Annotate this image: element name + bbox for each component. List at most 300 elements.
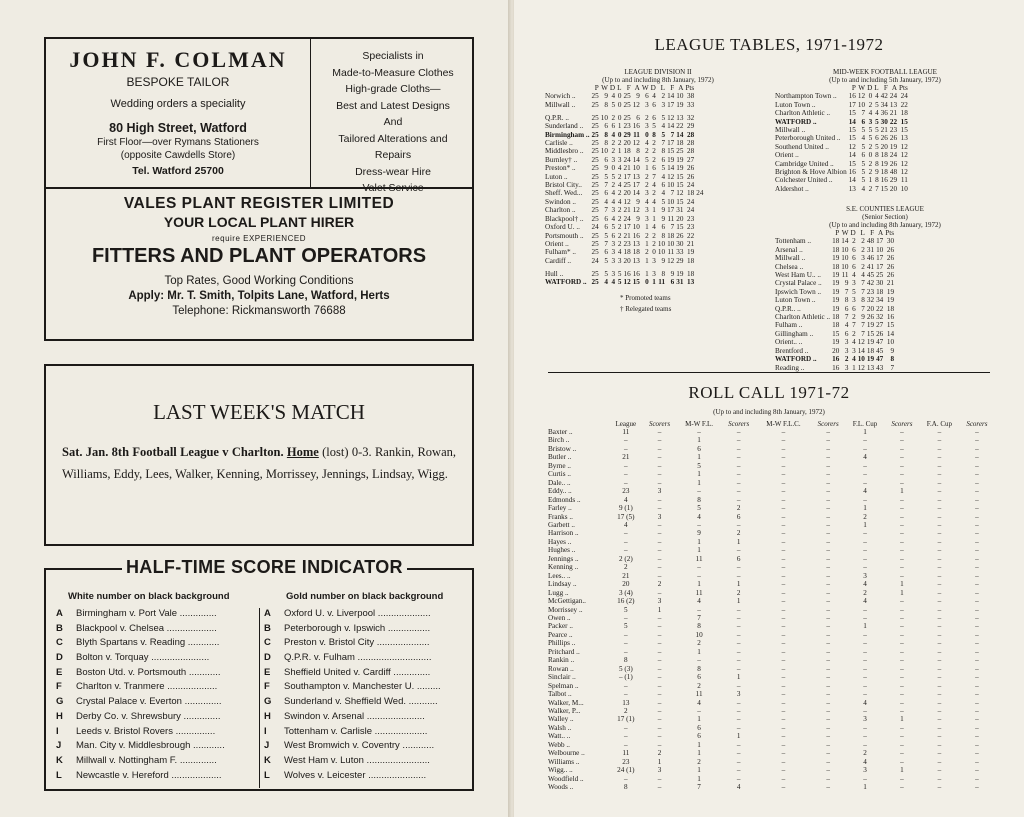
table-header-cell: W bbox=[601, 84, 608, 92]
table-cell: 15 bbox=[848, 134, 856, 143]
halftime-row bbox=[264, 696, 472, 711]
table-cell: 4 bbox=[611, 130, 616, 139]
table-cell: 4 bbox=[604, 197, 608, 206]
roll-call-row bbox=[548, 682, 994, 690]
table-cell: 42 bbox=[880, 92, 888, 101]
midweek-sub: (Up to and including 5th January, 1972) bbox=[829, 76, 941, 84]
table-cell: 6 bbox=[604, 248, 608, 257]
roll-call-cell: – bbox=[697, 605, 701, 614]
roll-call-cell: – bbox=[975, 571, 979, 580]
roll-call-cell: 1 bbox=[697, 478, 701, 487]
roll-call-cell: – bbox=[657, 656, 662, 665]
roll-call-cell: – bbox=[736, 461, 741, 470]
table-cell: 4 bbox=[861, 271, 865, 280]
roll-call-title: ROLL CALL 1971-72 bbox=[688, 383, 850, 402]
roll-call-row bbox=[548, 648, 994, 656]
roll-call-cell: – bbox=[863, 436, 867, 445]
table-cell: 32 bbox=[687, 113, 695, 122]
roll-call-cell: – bbox=[863, 537, 867, 546]
roll-call-row bbox=[548, 766, 994, 774]
table-cell: 2 bbox=[852, 237, 856, 246]
table-cell: 9 bbox=[661, 214, 666, 223]
table-cell: 10 bbox=[632, 164, 640, 173]
roll-call-cell: – bbox=[781, 428, 786, 436]
roll-call-cell: – bbox=[826, 740, 830, 749]
roll-call-cell: – bbox=[781, 580, 786, 589]
roll-call-cell: 4 bbox=[863, 597, 867, 606]
table-cell: 10 bbox=[900, 184, 908, 193]
roll-call-cell: – bbox=[781, 478, 786, 487]
roll-call-cell: – bbox=[975, 639, 979, 648]
table-cell: 21 bbox=[623, 231, 631, 240]
table-header-cell: F bbox=[670, 84, 675, 92]
roll-call-cell: – bbox=[826, 487, 830, 496]
table-cell: 13 bbox=[632, 256, 640, 265]
table-cell: Sunderland .. bbox=[545, 122, 584, 131]
roll-call-cell: – bbox=[826, 436, 830, 445]
roll-call-cell: – bbox=[826, 478, 830, 487]
table-cell: 20 bbox=[866, 304, 875, 313]
roll-call-cell: – bbox=[657, 681, 662, 690]
roll-call-cell: – bbox=[826, 537, 830, 546]
table-cell: 16 bbox=[632, 122, 640, 131]
roll-call-cell: – bbox=[900, 639, 904, 648]
table-row bbox=[544, 189, 704, 197]
roll-call-cell: 5 bbox=[624, 605, 628, 614]
roll-call-cell: – bbox=[781, 613, 786, 622]
roll-call-cell: – bbox=[826, 723, 830, 732]
roll-call-cell: – bbox=[657, 453, 662, 462]
halftime-letter: J bbox=[264, 740, 270, 752]
roll-call-cell: – bbox=[624, 444, 628, 453]
halftime-letter: L bbox=[56, 769, 62, 781]
table-cell: 6 bbox=[604, 214, 608, 223]
roll-call-cell: – bbox=[736, 428, 741, 436]
table-cell: Reading .. bbox=[775, 363, 805, 372]
table-cell: 20 bbox=[832, 346, 840, 355]
table-cell: 9 bbox=[670, 269, 675, 278]
halftime-match: Swindon v. Arsenal ...................... bbox=[284, 710, 425, 722]
table-cell: 26 bbox=[886, 245, 895, 254]
roll-call-cell: – bbox=[937, 546, 942, 555]
colman-tel: Tel. Watford 25700 bbox=[132, 165, 224, 177]
table-row bbox=[544, 147, 704, 155]
roll-call-cell: – bbox=[826, 512, 830, 521]
roll-call-cell: Kenning .. bbox=[548, 563, 579, 572]
table-cell: 34 bbox=[880, 100, 888, 109]
halftime-row bbox=[264, 711, 472, 726]
table-header-cell: F bbox=[870, 229, 875, 237]
table-cell: 26 bbox=[866, 313, 875, 322]
table-cell: 19 bbox=[832, 254, 840, 263]
last-week-result: (lost) 0-3. bbox=[322, 445, 372, 459]
roll-call-cell: – bbox=[975, 605, 979, 614]
roll-call-cell: – bbox=[781, 690, 786, 699]
table-cell: 4 bbox=[661, 172, 666, 181]
table-cell: 23 bbox=[866, 287, 875, 296]
table-cell: 23 bbox=[687, 214, 695, 223]
table-cell: 25 bbox=[591, 206, 599, 215]
roll-call-cell: – bbox=[657, 690, 662, 699]
table-cell: 2 bbox=[844, 355, 849, 364]
roll-call-row bbox=[548, 783, 994, 791]
table-cell: 14 bbox=[667, 122, 675, 131]
roll-call-row bbox=[548, 462, 994, 470]
roll-call-cell: – bbox=[781, 639, 786, 648]
table-cell: 3 bbox=[617, 155, 622, 164]
roll-call-cell: – bbox=[975, 613, 979, 622]
table-cell: 6 bbox=[861, 151, 866, 160]
table-cell: 13 bbox=[848, 184, 856, 193]
left-page bbox=[0, 0, 510, 817]
roll-call-cell: – bbox=[900, 698, 904, 707]
halftime-letter: A bbox=[56, 608, 63, 619]
halftime-row bbox=[56, 623, 256, 638]
table-cell: 12 bbox=[900, 151, 908, 160]
roll-call-cell: – bbox=[624, 461, 628, 470]
roll-call-cell: – bbox=[937, 470, 942, 479]
roll-call-cell: Sinclair .. bbox=[548, 673, 576, 682]
roll-call-cell: – bbox=[624, 647, 628, 656]
table-cell: 25 bbox=[591, 278, 599, 287]
table-cell: Fulham .. bbox=[775, 321, 803, 330]
table-cell: 25 bbox=[591, 147, 599, 156]
roll-call-cell: – bbox=[736, 757, 741, 766]
table-cell: 26 bbox=[889, 159, 898, 168]
roll-call-cell: – bbox=[781, 656, 786, 665]
roll-call-cell: Butler .. bbox=[548, 453, 572, 462]
roll-call-cell: – bbox=[863, 470, 867, 479]
div2-sub: (Up to and including 8th January, 1972) bbox=[602, 76, 714, 84]
table-cell: 5 bbox=[875, 126, 879, 135]
roll-call-cell: – bbox=[826, 783, 830, 792]
table-cell: 9 bbox=[844, 279, 849, 288]
table-cell: 2 bbox=[617, 139, 622, 148]
table-cell: 11 bbox=[633, 130, 640, 139]
roll-call-cell: – bbox=[975, 546, 979, 555]
table-cell: 17 bbox=[623, 172, 631, 181]
table-cell: 24 bbox=[687, 206, 695, 215]
table-cell: 3 bbox=[852, 296, 856, 305]
roll-call-cell: – bbox=[657, 673, 662, 682]
table-cell: 43 bbox=[876, 363, 884, 372]
roll-call-cell: – bbox=[937, 588, 942, 597]
table-cell: 9 bbox=[661, 206, 666, 215]
roll-call-cell: – bbox=[900, 597, 904, 606]
vales-require: require EXPERIENCED bbox=[212, 234, 306, 243]
roll-call-cell: – bbox=[863, 656, 867, 665]
vales-big: FITTERS AND PLANT OPERATORS bbox=[91, 245, 427, 267]
table-cell: 8 bbox=[636, 147, 640, 156]
roll-call-cell: 1 bbox=[697, 546, 701, 555]
table-cell: 25 bbox=[591, 248, 599, 257]
roll-call-row bbox=[548, 724, 994, 732]
table-row bbox=[774, 296, 895, 304]
roll-call-cell: – bbox=[900, 563, 904, 572]
roll-call-cell: – bbox=[736, 622, 741, 631]
roll-call-cell: – bbox=[937, 757, 942, 766]
table-cell: 8 bbox=[875, 159, 879, 168]
roll-call-cell: – bbox=[826, 520, 830, 529]
roll-call-cell: – bbox=[781, 563, 786, 572]
roll-call-row bbox=[548, 732, 994, 740]
secounties-sub2: (Up to and including 8th January, 1972) bbox=[829, 221, 941, 229]
halftime-match: Bolton v. Torquay ...................... bbox=[76, 652, 210, 664]
table-cell: 1 bbox=[645, 239, 649, 248]
table-cell: 24 bbox=[696, 189, 704, 198]
roll-call-cell: 4 bbox=[863, 453, 867, 462]
table-cell: 4 bbox=[875, 92, 879, 101]
table-cell: 4 bbox=[611, 214, 616, 223]
roll-call-cell: – bbox=[826, 605, 830, 614]
table-cell: 3 bbox=[652, 256, 656, 265]
roll-call-cell: – bbox=[900, 504, 904, 513]
table-row bbox=[774, 185, 909, 193]
section-rule bbox=[548, 372, 990, 373]
table-cell: 3 bbox=[611, 248, 616, 257]
table-cell: 12 bbox=[667, 256, 675, 265]
roll-call-cell: – bbox=[900, 537, 904, 546]
table-cell: 5 bbox=[604, 231, 608, 240]
roll-call-cell: 4 bbox=[863, 757, 867, 766]
halftime-row bbox=[56, 770, 256, 785]
roll-call-cell: 2 bbox=[697, 757, 701, 766]
table-header-cell bbox=[774, 84, 848, 92]
roll-call-cell: – bbox=[781, 453, 786, 462]
roll-call-cell: – bbox=[657, 706, 662, 715]
table-cell: 7 bbox=[604, 181, 608, 190]
roll-call-cell: – bbox=[657, 563, 662, 572]
roll-call-cell: – bbox=[736, 698, 741, 707]
table-cell: 19 bbox=[676, 155, 684, 164]
roll-call-cell: – bbox=[736, 749, 741, 758]
table-cell: 4 bbox=[852, 338, 856, 347]
roll-call-cell: – bbox=[937, 766, 942, 775]
vales-subtitle: YOUR LOCAL PLANT HIRER bbox=[163, 214, 355, 230]
roll-call-cell: – bbox=[900, 690, 904, 699]
table-cell: 14 bbox=[848, 151, 856, 160]
roll-call-cell: – bbox=[975, 749, 979, 758]
table-row bbox=[774, 126, 909, 134]
table-cell: 2 bbox=[861, 262, 865, 271]
table-cell: 7 bbox=[844, 287, 849, 296]
table-cell: 2 bbox=[645, 181, 649, 190]
roll-call-cell: Pritchard .. bbox=[548, 647, 580, 656]
table-cell: 3 bbox=[611, 269, 616, 278]
roll-call-cell: – bbox=[863, 613, 867, 622]
table-cell: 8 bbox=[661, 269, 666, 278]
roll-call-cell: – bbox=[781, 504, 786, 513]
roll-call-cell: – bbox=[863, 461, 867, 470]
table-cell: 3 bbox=[611, 206, 616, 215]
roll-call-cell: – bbox=[657, 478, 662, 487]
roll-call-cell: Phillips .. bbox=[548, 639, 576, 648]
roll-call-cell: 2 bbox=[657, 749, 662, 758]
table-header-cell: Pts bbox=[685, 84, 695, 92]
roll-call-cell: – bbox=[781, 512, 786, 521]
roll-call-cell: – bbox=[736, 639, 741, 648]
table-cell: 7 bbox=[875, 184, 879, 193]
roll-call-cell: – bbox=[657, 664, 662, 673]
roll-call-cell: – bbox=[863, 706, 867, 715]
roll-call-cell: – bbox=[624, 723, 628, 732]
table-cell: 15 bbox=[900, 117, 908, 126]
table-cell: 19 bbox=[832, 338, 840, 347]
table-cell: 6 bbox=[604, 155, 608, 164]
table-cell: 18 bbox=[687, 189, 695, 198]
halftime-letter: G bbox=[264, 696, 272, 708]
roll-call-row bbox=[548, 572, 994, 580]
roll-call-cell: – bbox=[781, 647, 786, 656]
table-cell: 26 bbox=[886, 271, 895, 280]
colman-floor: First Floor—over Rymans Stationers bbox=[97, 137, 259, 148]
table-cell: 18 bbox=[880, 151, 888, 160]
roll-call-cell: – bbox=[900, 453, 904, 462]
table-cell: Arsenal .. bbox=[775, 245, 803, 254]
halftime-row bbox=[264, 608, 472, 623]
halftime-row bbox=[264, 755, 472, 770]
table-cell: West Ham U.. .. bbox=[775, 271, 821, 280]
table-cell: 3 bbox=[861, 254, 865, 263]
table-cell: 23 bbox=[623, 239, 631, 248]
table-cell: 2 bbox=[652, 147, 656, 156]
roll-call-cell: – bbox=[975, 436, 979, 445]
table-cell: 6 bbox=[661, 155, 666, 164]
table-cell: 47 bbox=[876, 355, 884, 364]
roll-call-cell: – bbox=[900, 723, 904, 732]
table-cell: 25 bbox=[591, 231, 599, 240]
roll-call-cell: – bbox=[781, 723, 786, 732]
roll-call-cell: Talbot .. bbox=[548, 690, 572, 699]
table-cell: 17 bbox=[667, 206, 675, 215]
table-cell: 11 bbox=[667, 214, 675, 223]
table-cell: 18 bbox=[832, 237, 840, 246]
table-cell: 17 bbox=[667, 100, 675, 109]
table-cell: Fulham* .. bbox=[545, 248, 576, 257]
roll-call-cell: 1 bbox=[863, 520, 867, 529]
roll-call-cell: 3 bbox=[657, 487, 662, 496]
table-row bbox=[544, 215, 704, 223]
roll-call-cell: – bbox=[736, 706, 741, 715]
roll-call-cell: – bbox=[826, 757, 830, 766]
midweek-table bbox=[774, 84, 909, 193]
roll-call-cell: – bbox=[975, 453, 979, 462]
table-row bbox=[544, 139, 704, 147]
roll-call-cell: – bbox=[736, 487, 741, 496]
roll-call-cell: 3 bbox=[657, 766, 662, 775]
table-cell: Portsmouth .. bbox=[545, 231, 584, 240]
halftime-match: Leeds v. Bristol Rovers ............... bbox=[76, 725, 216, 737]
table-cell: 25 bbox=[591, 239, 599, 248]
table-row bbox=[774, 279, 895, 287]
roll-call-cell: – bbox=[826, 571, 830, 580]
roll-call-cell: Rowan .. bbox=[548, 664, 574, 673]
roll-call-cell: – bbox=[657, 647, 662, 656]
table-row bbox=[544, 164, 704, 172]
table-row bbox=[544, 156, 704, 164]
roll-call-cell: 1 bbox=[657, 757, 662, 766]
table-cell: 14 bbox=[841, 237, 849, 246]
roll-call-cell: Lugg .. bbox=[548, 588, 569, 597]
roll-call-row bbox=[548, 614, 994, 622]
table-cell: 42 bbox=[866, 279, 875, 288]
roll-call-cell: 1 bbox=[736, 732, 741, 741]
table-cell: 0 bbox=[617, 100, 622, 109]
table-cell: 6 bbox=[875, 134, 879, 143]
roll-call-cell: – bbox=[863, 723, 867, 732]
table-cell: 29 bbox=[889, 176, 898, 185]
table-cell: 10 bbox=[857, 100, 866, 109]
roll-call-cell: – bbox=[937, 749, 942, 758]
roll-call-cell: Spelman .. bbox=[548, 681, 579, 690]
table-cell: 10 bbox=[676, 92, 684, 101]
table-cell: 7 bbox=[852, 321, 856, 330]
table-cell: 2 bbox=[617, 214, 622, 223]
roll-call-cell: – bbox=[736, 630, 741, 639]
roll-call-cell: – bbox=[900, 478, 904, 487]
roll-call-cell: 3 bbox=[736, 690, 741, 699]
roll-call-cell: 3 bbox=[863, 571, 867, 580]
table-cell: 2 bbox=[652, 189, 656, 198]
table-cell: 12 bbox=[900, 142, 908, 151]
table-cell: 25 bbox=[676, 147, 684, 156]
halftime-match: Preston v. Bristol City .................... bbox=[284, 637, 430, 649]
roll-call-cell: – bbox=[657, 774, 662, 783]
table-cell: 10 bbox=[841, 245, 849, 254]
colman-wedding: Wedding orders a speciality bbox=[110, 98, 246, 110]
roll-call-cell: – bbox=[937, 706, 942, 715]
halftime-match: Birmingham v. Port Vale .............. bbox=[76, 608, 217, 619]
roll-call-cell: Wigg.. .. bbox=[548, 766, 573, 775]
halftime-row bbox=[264, 681, 472, 696]
table-cell: 3 bbox=[844, 363, 849, 372]
table-row bbox=[544, 278, 704, 286]
table-cell: 25 bbox=[591, 155, 599, 164]
roll-call-cell: – bbox=[975, 554, 979, 563]
roll-call-cell: Franks .. bbox=[548, 512, 573, 521]
table-cell: 34 bbox=[876, 296, 884, 305]
roll-call-cell: – bbox=[900, 529, 904, 538]
table-cell: Luton .. bbox=[545, 172, 568, 181]
roll-call-cell: – bbox=[736, 546, 741, 555]
table-cell: 5 bbox=[661, 113, 666, 122]
roll-call-cell: 2 bbox=[863, 512, 867, 521]
roll-call-cell: – bbox=[781, 698, 786, 707]
roll-call-cell: – bbox=[826, 766, 830, 775]
roll-call-cell: 4 bbox=[697, 597, 701, 606]
roll-call-cell: – bbox=[975, 647, 979, 656]
table-cell: 3 bbox=[852, 279, 856, 288]
roll-call-cell: Welbourne .. bbox=[548, 749, 585, 758]
table-cell: 28 bbox=[687, 139, 695, 148]
table-cell: 14 bbox=[667, 92, 675, 101]
table-cell: Chelsea .. bbox=[775, 262, 804, 271]
roll-call-cell: 11 bbox=[622, 749, 630, 758]
roll-call-cell: – bbox=[736, 470, 741, 479]
table-cell: 2 bbox=[611, 181, 616, 190]
roll-call-cell: – bbox=[826, 706, 830, 715]
table-cell: 16 bbox=[623, 269, 631, 278]
roll-call-table bbox=[548, 420, 994, 791]
table-cell: 3 bbox=[645, 122, 649, 131]
roll-call-cell: – bbox=[863, 664, 867, 673]
colman-opposite: (opposite Cawdells Store) bbox=[120, 150, 236, 161]
roll-call-row bbox=[548, 690, 994, 698]
roll-call-cell: – bbox=[781, 766, 786, 775]
table-cell: 4 bbox=[617, 164, 622, 173]
table-cell: 25 bbox=[623, 92, 631, 101]
table-cell: 1 bbox=[652, 278, 656, 287]
